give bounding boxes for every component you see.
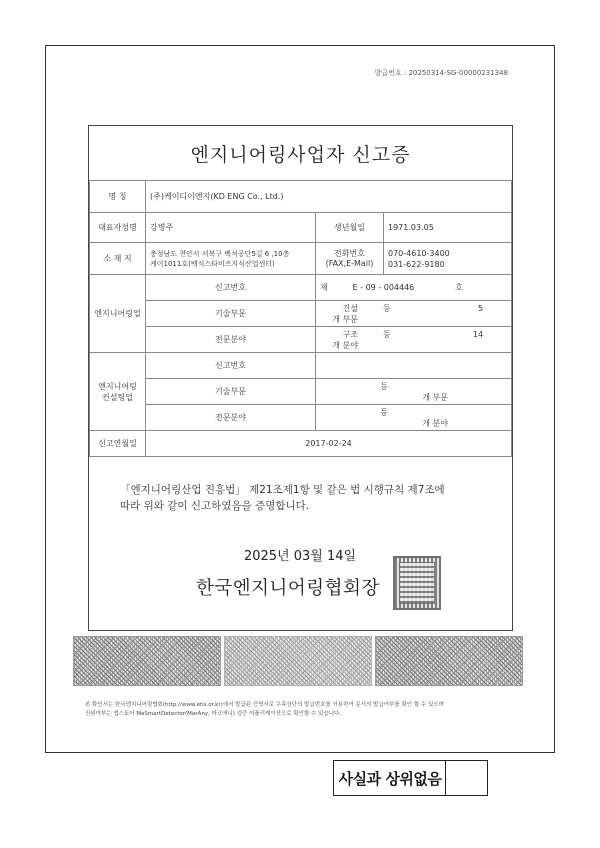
phone-value-2: 031-622-9180 [388,259,445,269]
eng-section-label: 엔지니어링업 [90,275,146,353]
consult-reg-label: 신고번호 [146,353,316,379]
eng-tech-label: 기술부문 [146,301,316,327]
footer-line-2: 진위여부는 앱스토어 MaSmartDetector(MarAny, 마크애니) 검증 어플리케이션으로 확인할 수 있습니다. [85,711,342,717]
eng-reg-number: E - 09 - 004446 [352,283,415,292]
consult-tech-value [316,379,512,405]
consult-spec-etc: 등 [380,407,388,417]
statement-line-1: 「엔지니어링산업 진흥법」 제21조제1항 및 같은 법 시행규칙 제7조에 [120,484,445,496]
association-name: 한국엔지니어링협회장 [196,578,380,599]
name-label: 명 칭 [90,181,146,213]
phone-label-1: 전화번호 [334,248,365,258]
consult-label-2: 컨설팅업 [102,392,133,402]
consult-spec-label: 전문분야 [146,405,316,431]
table-row [90,243,512,275]
table-row [90,379,512,405]
eng-spec-count: 14 [472,329,484,339]
rep-value: 강병주 [146,213,316,243]
eng-tech-unit: 개 부문 [332,314,358,324]
name-value: (주)케이디이엔지(KD ENG Co., Ltd.) [146,181,512,213]
report-date-label: 신고연월일 [90,431,146,457]
address-value [146,243,316,275]
eng-spec-label: 전문분야 [146,327,316,353]
phone-label [316,243,384,275]
consult-reg-value [316,353,512,379]
consult-tech-label: 기술부문 [146,379,316,405]
eng-spec-unit: 개 분야 [332,340,358,350]
footer-line-1: 본 확인서는 한국엔지니어링협회(http://www.etis.or.kr)에서 발급된 증명서로 우측상단의 발급번호를 이용하여 문서의 발급여부를 확인 할 수 있으며 [85,702,444,708]
table-row [90,301,512,327]
eng-reg-value [316,275,512,301]
eng-spec-field: 구조 [342,329,358,339]
security-pattern-center [224,636,372,686]
rep-label: 대표자성명 [90,213,146,243]
statement-line-2: 따라 위와 같이 신고하였음을 증명합니다. [120,500,310,512]
certificate-title: 엔지니어링사업자 신고증 [89,126,512,181]
consult-section-label [90,353,146,431]
table-row [90,275,512,301]
issue-date: 2025년 03월 14일 [243,549,357,564]
birth-value: 1971.03.05 [384,213,512,243]
table-row [90,353,512,379]
verification-stamp [333,760,488,796]
eng-reg-prefix: 제 [320,283,328,292]
stamp-blank-box [445,761,487,795]
table-row [90,181,512,213]
address-line-2: 케이1011호(백석스타비즈지식산업센터) [150,259,275,268]
issue-number: 발급번호 : 20250314-SG-00000231348 [374,69,508,77]
table-row [90,213,512,243]
eng-tech-etc: 등 [382,303,391,313]
consult-spec-unit: 개 분야 [422,418,448,428]
eng-tech-value [316,301,512,327]
table-row [90,431,512,457]
eng-spec-value [316,327,512,353]
certificate-table [89,180,512,457]
report-date-value: 2017-02-24 [146,431,512,457]
security-pattern-left [73,636,221,686]
eng-tech-field: 건설 [342,303,358,313]
address-label: 소 재 지 [90,243,146,275]
eng-reg-label: 신고번호 [146,275,316,301]
consult-spec-value [316,405,512,431]
official-seal-icon [393,556,441,610]
statement [120,482,445,514]
footer-note [85,701,525,719]
consult-label-1: 엔지니어링 [98,381,137,391]
phone-value [384,243,512,275]
consult-tech-unit: 개 부문 [422,392,448,402]
consult-tech-etc: 등 [380,381,388,391]
phone-label-2: (FAX,E-Mail) [325,258,374,268]
table-row [90,327,512,353]
eng-spec-etc: 등 [382,329,391,339]
table-row [90,405,512,431]
eng-tech-count: 5 [478,303,484,313]
eng-reg-suffix: 호 [455,283,463,292]
birth-label: 생년월일 [316,213,384,243]
security-pattern-right [375,636,523,686]
phone-value-1: 070-4610-3400 [388,248,450,258]
stamp-text: 사실과 상위없음 [338,769,442,788]
address-line-1: 충청남도 천안시 서북구 백석공단5길 6 ,10층 [150,249,290,258]
